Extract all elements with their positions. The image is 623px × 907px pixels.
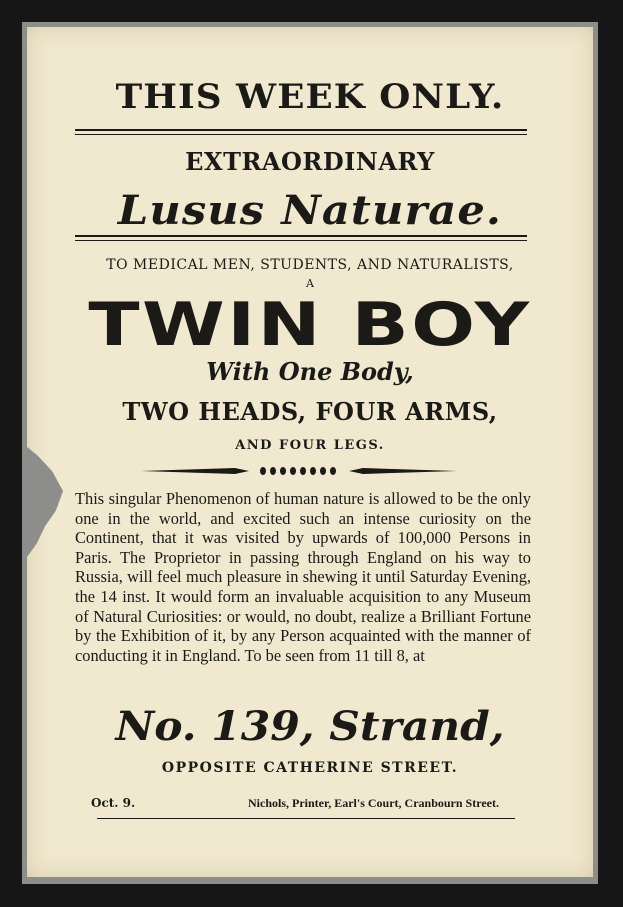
opposite-street-line: OPPOSITE CATHERINE STREET. [161,760,459,776]
main-title: TWIN BOY [88,290,532,360]
subheading-lusus-naturae: Lusus Naturae. [117,187,503,234]
two-heads-line: TWO HEADS, FOUR ARMS, [122,397,498,426]
address-line: No. 139, Strand, [115,703,505,750]
footer-rule [97,818,515,819]
headline: THIS WEEK ONLY. [115,77,505,117]
with-one-body-line: With One Body, [206,357,414,386]
imprint-date: Oct. 9. [91,796,136,810]
audience-line: TO MEDICAL MEN, STUDENTS, AND NATURALISTS, [106,257,514,273]
ornament-divider [139,463,459,479]
four-legs-line: AND FOUR LEGS. [235,438,385,453]
divider-rule-top [75,129,527,135]
playbill-sheet [27,27,593,877]
divider-rule-middle [75,235,527,241]
printer-imprint: Nichols, Printer, Earl's Court, Cranbourn Street. [248,796,499,810]
article-line: A [306,277,314,290]
description-paragraph: This singular Phenomenon of human nature is allowed to be the only one in the world, and excited such an intense curiosity on the Continent, that it was visited by upwards of 100,000 Persons in Paris. The Proprietor in passing through England on his way to Russia, will feel much pleasure in shewing it until Saturday Evening, the 14 inst. It would form an invaluable acquisition to any Museum of Natural Curiosities: or would, no doubt, realize a Brilliant Fortune by the Exhibition of it, by any Person acquainted with the manner of conducting it in England. To be seen from 11 till 8, at [75,489,531,665]
subheading-extraordinary: EXTRAORDINARY [185,147,435,176]
